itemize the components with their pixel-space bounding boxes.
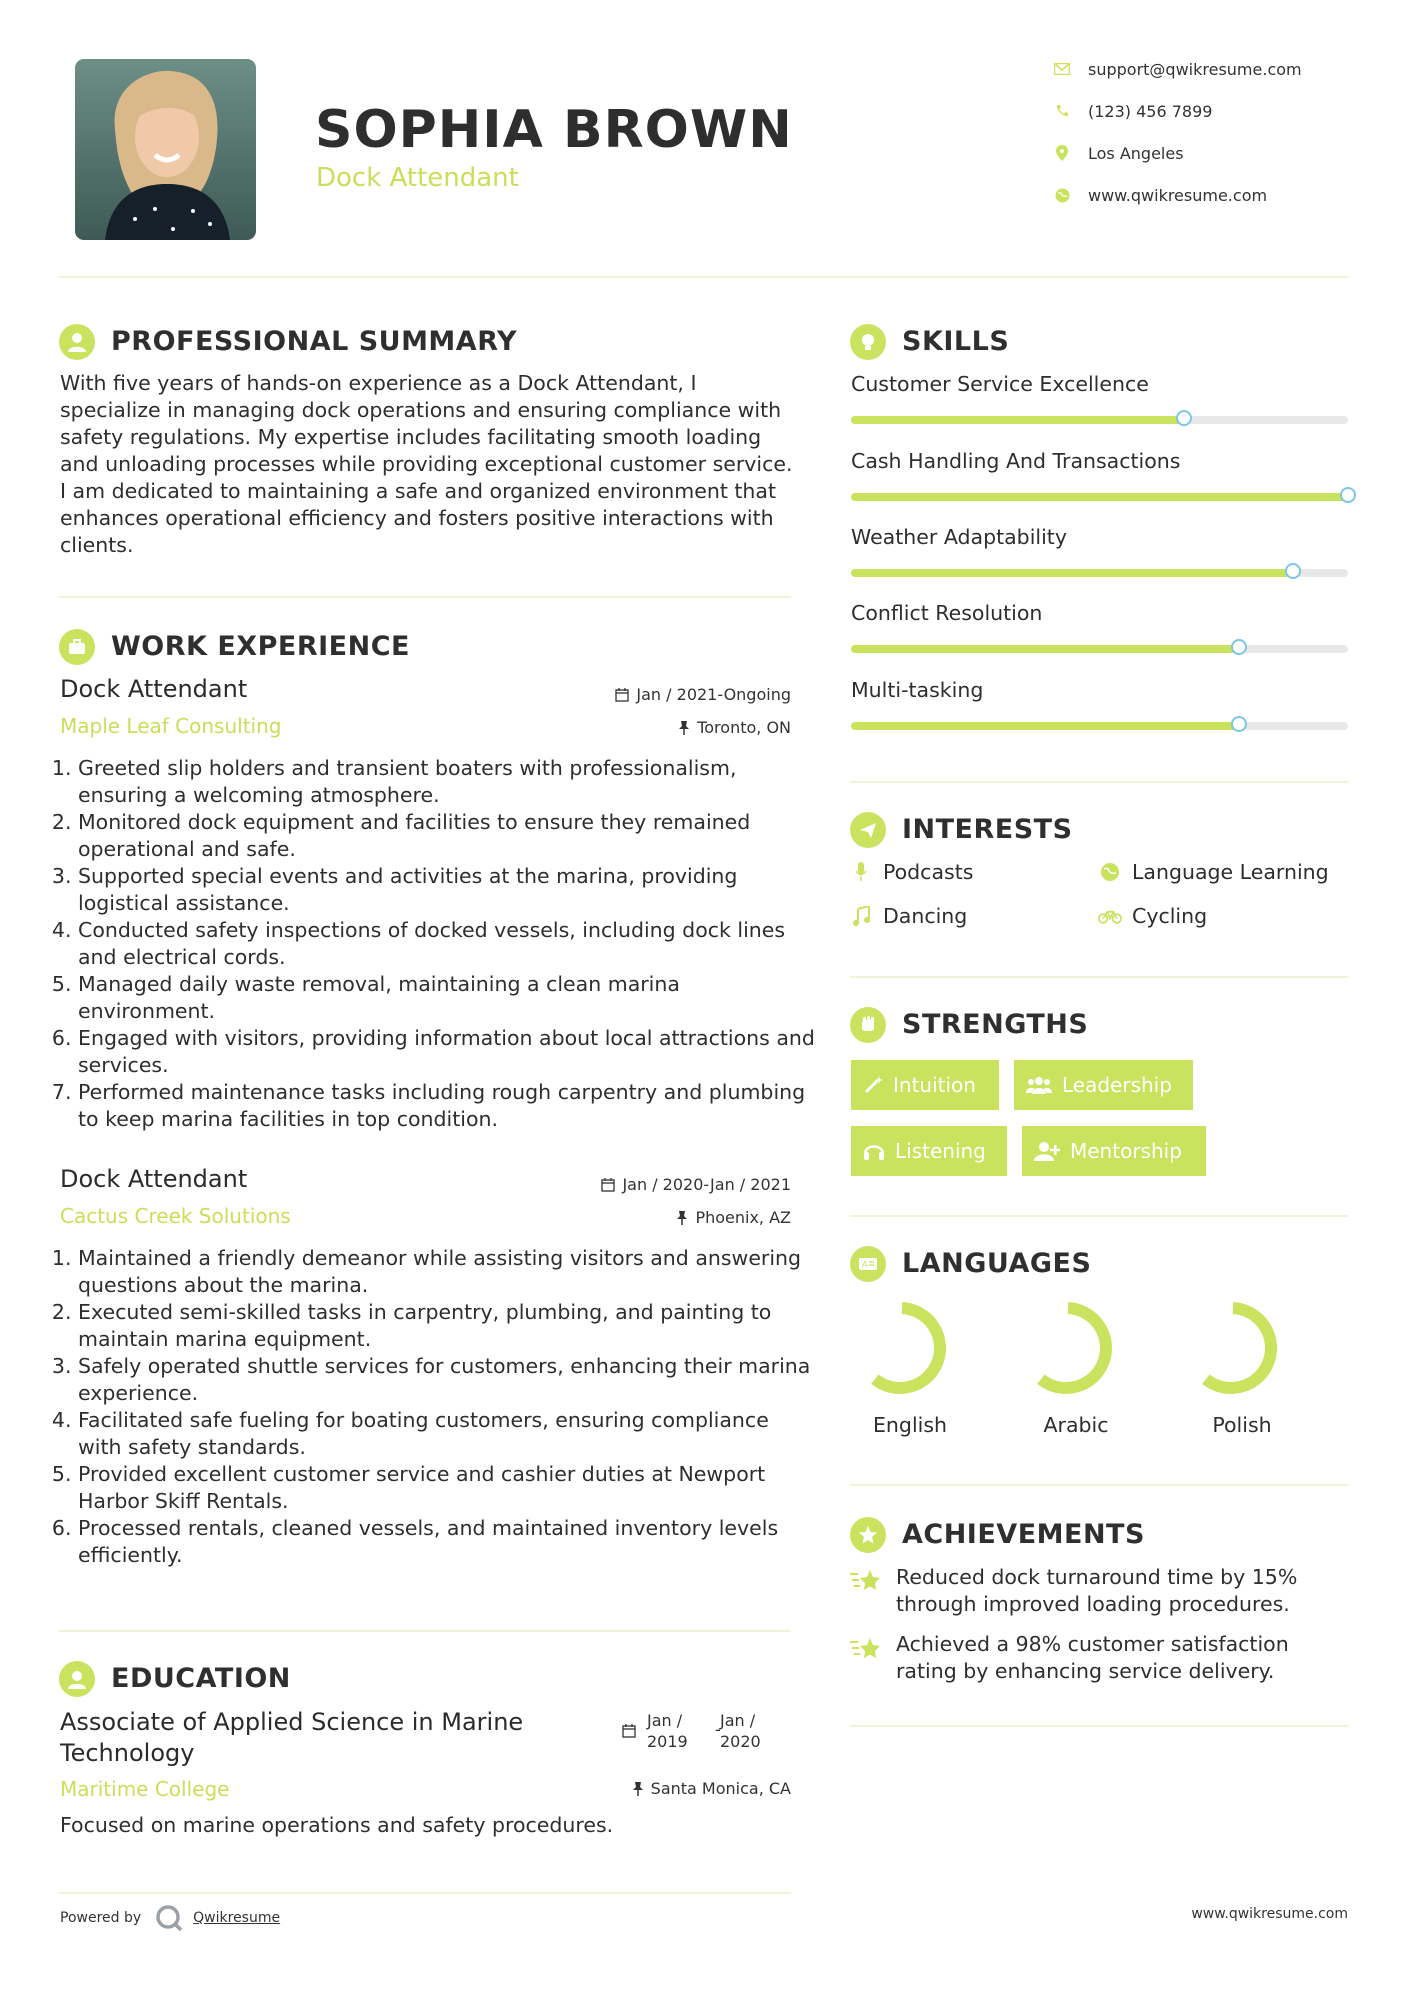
skill-bar	[851, 722, 1348, 730]
list-item: 3. Safely operated shuttle services for customers, enhancing their marina experience.	[78, 1353, 818, 1407]
paper-plane-icon	[850, 812, 886, 848]
skill-bar	[851, 569, 1348, 577]
interest-item	[1098, 860, 1329, 884]
skill-bar-fill	[851, 493, 1348, 501]
list-item: 6. Processed rentals, cleaned vessels, and maintained inventory levels efficiently.	[78, 1515, 818, 1569]
strength-badge	[1022, 1126, 1206, 1176]
strength-label: Mentorship	[1070, 1139, 1182, 1163]
skill-bar	[851, 493, 1348, 501]
pushpin-icon	[676, 1211, 688, 1225]
bicycle-icon	[1098, 907, 1122, 925]
achievements-divider	[850, 1725, 1348, 1727]
calendar-icon	[622, 1724, 636, 1738]
footer-url[interactable]: www.qwikresume.com	[1191, 1906, 1348, 1922]
skills-heading: SKILLS	[902, 326, 1010, 357]
skill-name: Weather Adaptability	[851, 525, 1067, 549]
footer-powered-by	[60, 1904, 280, 1932]
interest-label: Language Learning	[1132, 860, 1329, 884]
powered-by-text: Powered by	[60, 1910, 142, 1926]
language-ring	[845, 1293, 955, 1403]
user-icon	[59, 324, 95, 360]
language-icon	[850, 1246, 886, 1282]
strength-label: Listening	[895, 1139, 986, 1163]
header-divider	[59, 276, 1348, 278]
language-ring-arc	[1041, 1308, 1106, 1388]
skill-name: Customer Service Excellence	[851, 372, 1149, 396]
contact-website-text: www.qwikresume.com	[1088, 185, 1268, 205]
skill-bar-fill	[851, 569, 1293, 577]
graduate-icon	[59, 1661, 95, 1697]
education-date-separator: -	[715, 1720, 721, 1739]
music-note-icon	[849, 906, 873, 926]
job-date	[500, 1175, 791, 1194]
job-bullets	[59, 755, 818, 1133]
skill-bar-fill	[851, 722, 1239, 730]
badge-star-icon	[850, 1517, 886, 1553]
globe-icon	[1098, 862, 1122, 882]
language-name: Polish	[1212, 1413, 1272, 1437]
education-location-text: Santa Monica, CA	[650, 1779, 791, 1798]
interest-item	[1098, 904, 1207, 928]
education-location	[500, 1779, 791, 1798]
language-ring	[1011, 1293, 1121, 1403]
contact-location-text: Los Angeles	[1088, 143, 1184, 163]
summary-divider	[59, 596, 791, 598]
strengths-heading: STRENGTHS	[902, 1009, 1089, 1040]
list-item: 2. Executed semi-skilled tasks in carpentry, plumbing, and painting to maintain marina equipment.	[78, 1299, 818, 1353]
calendar-icon	[615, 688, 629, 702]
users-icon	[1026, 1075, 1052, 1095]
list-item: 6. Engaged with visitors, providing information about local attractions and services.	[78, 1025, 818, 1079]
language-ring-arc	[1206, 1308, 1271, 1388]
education-date-end: Jan / 2020	[720, 1711, 761, 1751]
list-item: 5. Managed daily waste removal, maintaining a clean marina environment.	[78, 971, 818, 1025]
interest-item	[849, 860, 973, 884]
interest-item	[849, 904, 967, 928]
language-ring	[1176, 1293, 1286, 1403]
interests-heading: INTERESTS	[902, 814, 1073, 845]
skill-bar-knob	[1231, 716, 1247, 732]
contact-website[interactable]	[1052, 185, 1352, 205]
calendar-icon	[601, 1178, 615, 1192]
fist-icon	[850, 1007, 886, 1043]
list-item: 4. Conducted safety inspections of docked vessels, including dock lines and electrical cords.	[78, 917, 818, 971]
strength-badge	[851, 1060, 999, 1110]
skill-name: Conflict Resolution	[851, 601, 1043, 625]
qwikresume-logo-icon	[155, 1904, 183, 1932]
job-location	[500, 1208, 791, 1227]
map-pin-icon	[1052, 143, 1072, 163]
qwikresume-link[interactable]: Qwikresume	[193, 1910, 281, 1926]
summary-heading: PROFESSIONAL SUMMARY	[111, 326, 518, 357]
contact-location	[1052, 143, 1352, 163]
language-name: Arabic	[1043, 1413, 1109, 1437]
skill-bar-knob	[1285, 563, 1301, 579]
skill-bar-knob	[1176, 410, 1192, 426]
skill-name: Multi-tasking	[851, 678, 984, 702]
languages-divider	[850, 1484, 1348, 1486]
user-plus-icon	[1034, 1141, 1060, 1161]
globe-icon	[1052, 185, 1072, 205]
job-date	[500, 685, 791, 704]
candidate-role: Dock Attendant	[316, 163, 519, 193]
experience-heading: WORK EXPERIENCE	[111, 631, 410, 662]
experience-divider	[59, 1630, 791, 1632]
list-item: 1. Maintained a friendly demeanor while assisting visitors and answering questions about the marina.	[78, 1245, 818, 1299]
star-icon	[850, 1568, 882, 1600]
achievement-text: Reduced dock turnaround time by 15% through improved loading procedures.	[896, 1565, 1298, 1616]
phone-icon	[1052, 101, 1072, 121]
pushpin-icon	[632, 1782, 644, 1796]
footer-divider	[59, 1892, 791, 1894]
interest-label: Dancing	[883, 904, 968, 928]
summary-text: With five years of hands-on experience as a Dock Attendant, I specialize in managing dock operations and ensuring compliance with safety regulations. My expertise includes facilitating smooth loading and unloading processes while providing exceptional customer service. I am dedicated to maintaining a safe and organized environment that enhances operational efficiency and fosters positive interactions with clients.	[60, 371, 793, 557]
list-item: 4. Facilitated safe fueling for boating customers, ensuring compliance with safety standards.	[78, 1407, 818, 1461]
contact-phone-text: (123) 456 7899	[1088, 101, 1213, 121]
strengths-divider	[850, 1215, 1348, 1217]
strength-label: Intuition	[893, 1073, 976, 1097]
star-icon	[850, 1636, 882, 1668]
list-item: 1. Greeted slip holders and transient boaters with professionalism, ensuring a welcoming atmosphere.	[78, 755, 818, 809]
candidate-name: SOPHIA BROWN	[315, 100, 793, 160]
strength-badge	[1014, 1060, 1193, 1110]
languages-heading: LANGUAGES	[902, 1248, 1092, 1279]
education-date-start: Jan / 2019	[647, 1711, 688, 1751]
job-location-text: Phoenix, AZ	[695, 1208, 791, 1227]
strength-badge	[851, 1126, 1007, 1176]
magic-wand-icon	[863, 1075, 883, 1095]
list-item: 3. Supported special events and activities at the marina, providing logistical assistance.	[78, 863, 818, 917]
skill-bar-fill	[851, 645, 1239, 653]
job-title: Dock Attendant	[60, 1165, 248, 1193]
education-heading: EDUCATION	[111, 1663, 291, 1694]
skills-divider	[850, 781, 1348, 783]
job-location	[500, 718, 791, 737]
list-item: 7. Performed maintenance tasks including rough carpentry and plumbing to keep marina facilities in top condition.	[78, 1079, 818, 1133]
job-date-text: Jan / 2020-Jan / 2021	[622, 1175, 791, 1194]
briefcase-icon	[59, 629, 95, 665]
skill-bar-knob	[1340, 487, 1356, 503]
microphone-icon	[849, 862, 873, 882]
job-company: Cactus Creek Solutions	[60, 1204, 291, 1228]
job-title: Dock Attendant	[60, 675, 248, 703]
skill-bar	[851, 416, 1348, 424]
contact-phone[interactable]	[1052, 101, 1352, 121]
list-item: 2. Monitored dock equipment and facilities to ensure they remained operational and safe.	[78, 809, 818, 863]
contact-email-text: support@qwikresume.com	[1088, 59, 1302, 79]
job-company: Maple Leaf Consulting	[60, 714, 282, 738]
strength-label: Leadership	[1062, 1073, 1172, 1097]
lightbulb-icon	[850, 324, 886, 360]
education-date	[620, 1710, 800, 1750]
profile-photo	[75, 59, 256, 240]
degree-title: Associate of Applied Science in Marine Technology	[60, 1708, 524, 1767]
job-location-text: Toronto, ON	[697, 718, 791, 737]
contact-email[interactable]	[1052, 59, 1352, 79]
job-date-text: Jan / 2021-Ongoing	[636, 685, 791, 704]
list-item: 5. Provided excellent customer service and cashier duties at Newport Harbor Skiff Rentals.	[78, 1461, 818, 1515]
language-name: English	[872, 1413, 948, 1437]
education-description: Focused on marine operations and safety procedures.	[60, 1813, 614, 1837]
skill-bar	[851, 645, 1348, 653]
interest-label: Cycling	[1132, 904, 1208, 928]
achievements-heading: ACHIEVEMENTS	[902, 1519, 1145, 1550]
headphones-icon	[863, 1141, 885, 1161]
achievement-text: Achieved a 98% customer satisfaction rating by enhancing service delivery.	[896, 1632, 1289, 1683]
job-bullets	[59, 1245, 818, 1569]
language-ring-arc	[875, 1308, 940, 1388]
interests-divider	[850, 976, 1348, 978]
skill-name: Cash Handling And Transactions	[851, 449, 1181, 473]
interest-label: Podcasts	[883, 860, 974, 884]
skill-bar-fill	[851, 416, 1184, 424]
envelope-icon	[1052, 59, 1072, 79]
school-name: Maritime College	[60, 1777, 230, 1801]
svg-text:A: A	[862, 1260, 868, 1269]
pushpin-icon	[678, 721, 690, 735]
skill-bar-knob	[1231, 639, 1247, 655]
